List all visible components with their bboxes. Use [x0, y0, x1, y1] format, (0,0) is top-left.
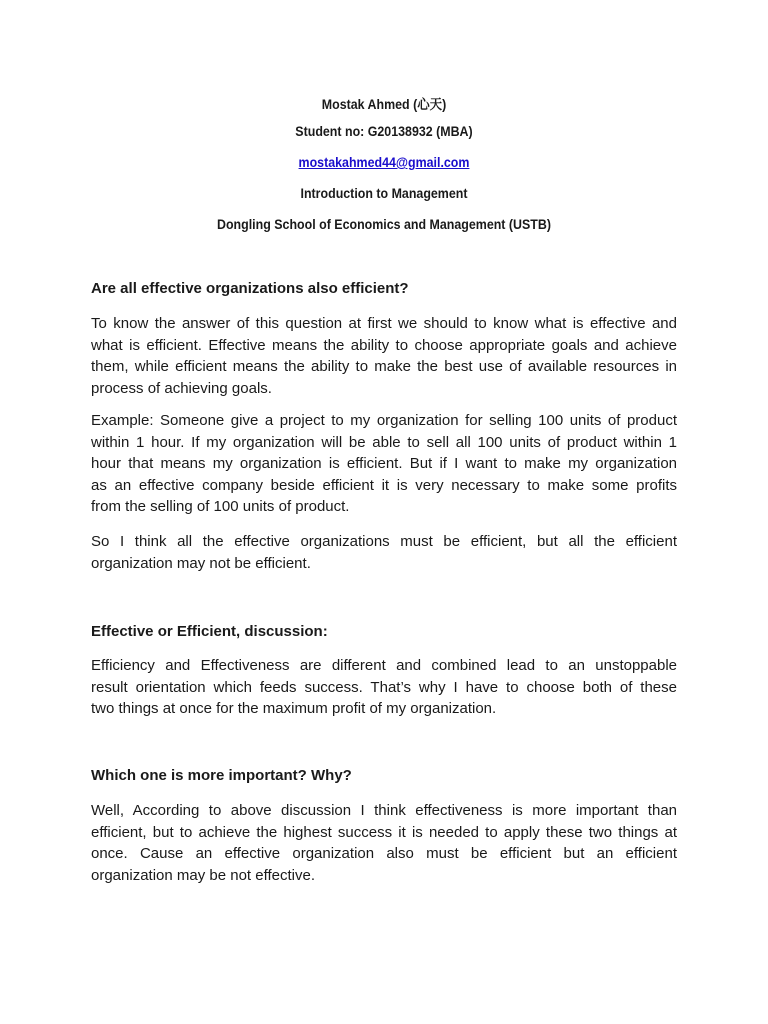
paragraph	[91, 313, 677, 399]
paragraph	[91, 410, 677, 518]
section-heading: Are all effective organizations also efficient?	[91, 280, 409, 297]
course-title: Introduction to Management	[300, 186, 468, 201]
paragraph-line: as an effective company beside efficient it is very necessary to make some profits	[91, 476, 677, 494]
paragraph-line: So I think all the effective organizations must be efficient, but all the efficient	[91, 533, 677, 550]
paragraph-line: efficient, but to achieve the highest success it is needed to apply these two things at	[91, 823, 677, 841]
section-heading: Which one is more important? Why?	[91, 767, 352, 784]
paragraph-line: organization may not be efficient.	[91, 554, 311, 572]
paragraph-line: Well, According to above discussion I think effectiveness is more important than	[91, 802, 677, 819]
author-name: Mostak Ahmed (心天)	[321, 97, 447, 112]
section-heading: Effective or Efficient, discussion:	[91, 623, 328, 640]
paragraph-line: once. Cause an effective organization also must be efficient but an efficient	[91, 845, 677, 862]
paragraph-line: Efficiency and Effectiveness are different and combined lead to an unstoppable	[91, 657, 677, 674]
paragraph-line: two things at once for the maximum profit of my organization.	[91, 700, 497, 717]
paragraph	[91, 531, 677, 574]
paragraph-line: result orientation which feeds success. That’s why I have to choose both of these	[91, 678, 677, 696]
paragraph-line: hour that means my organization is efficient. But if I want to make my organization	[91, 455, 677, 472]
school-name: Dongling School of Economics and Management (USTB)	[217, 217, 551, 232]
paragraph-line: within 1 hour. If my organization will be able to sell all 100 units of product within 1	[91, 433, 677, 451]
paragraph-line: organization may be not effective.	[91, 866, 316, 884]
paragraph-line: To know the answer of this question at first we should to know what is effective and	[91, 315, 677, 332]
paragraph-line: what is efficient. Effective means the ability to choose appropriate goals and achieve	[91, 336, 677, 354]
email-link[interactable]: mostakahmed44@gmail.com	[298, 155, 470, 170]
paragraph-line: from the selling of 100 units of product.	[91, 498, 350, 515]
paragraph	[91, 655, 677, 720]
paragraph-line: them, while efficient means the ability to make the best use of available resources in	[91, 358, 677, 375]
paragraph-line: Example: Someone give a project to my organization for selling 100 units of product	[91, 412, 677, 429]
email-wrapper	[31, 155, 738, 170]
student-number: Student no: G20138932 (MBA)	[295, 124, 473, 139]
paragraph	[91, 800, 677, 886]
paragraph-line: process of achieving goals.	[91, 379, 272, 397]
